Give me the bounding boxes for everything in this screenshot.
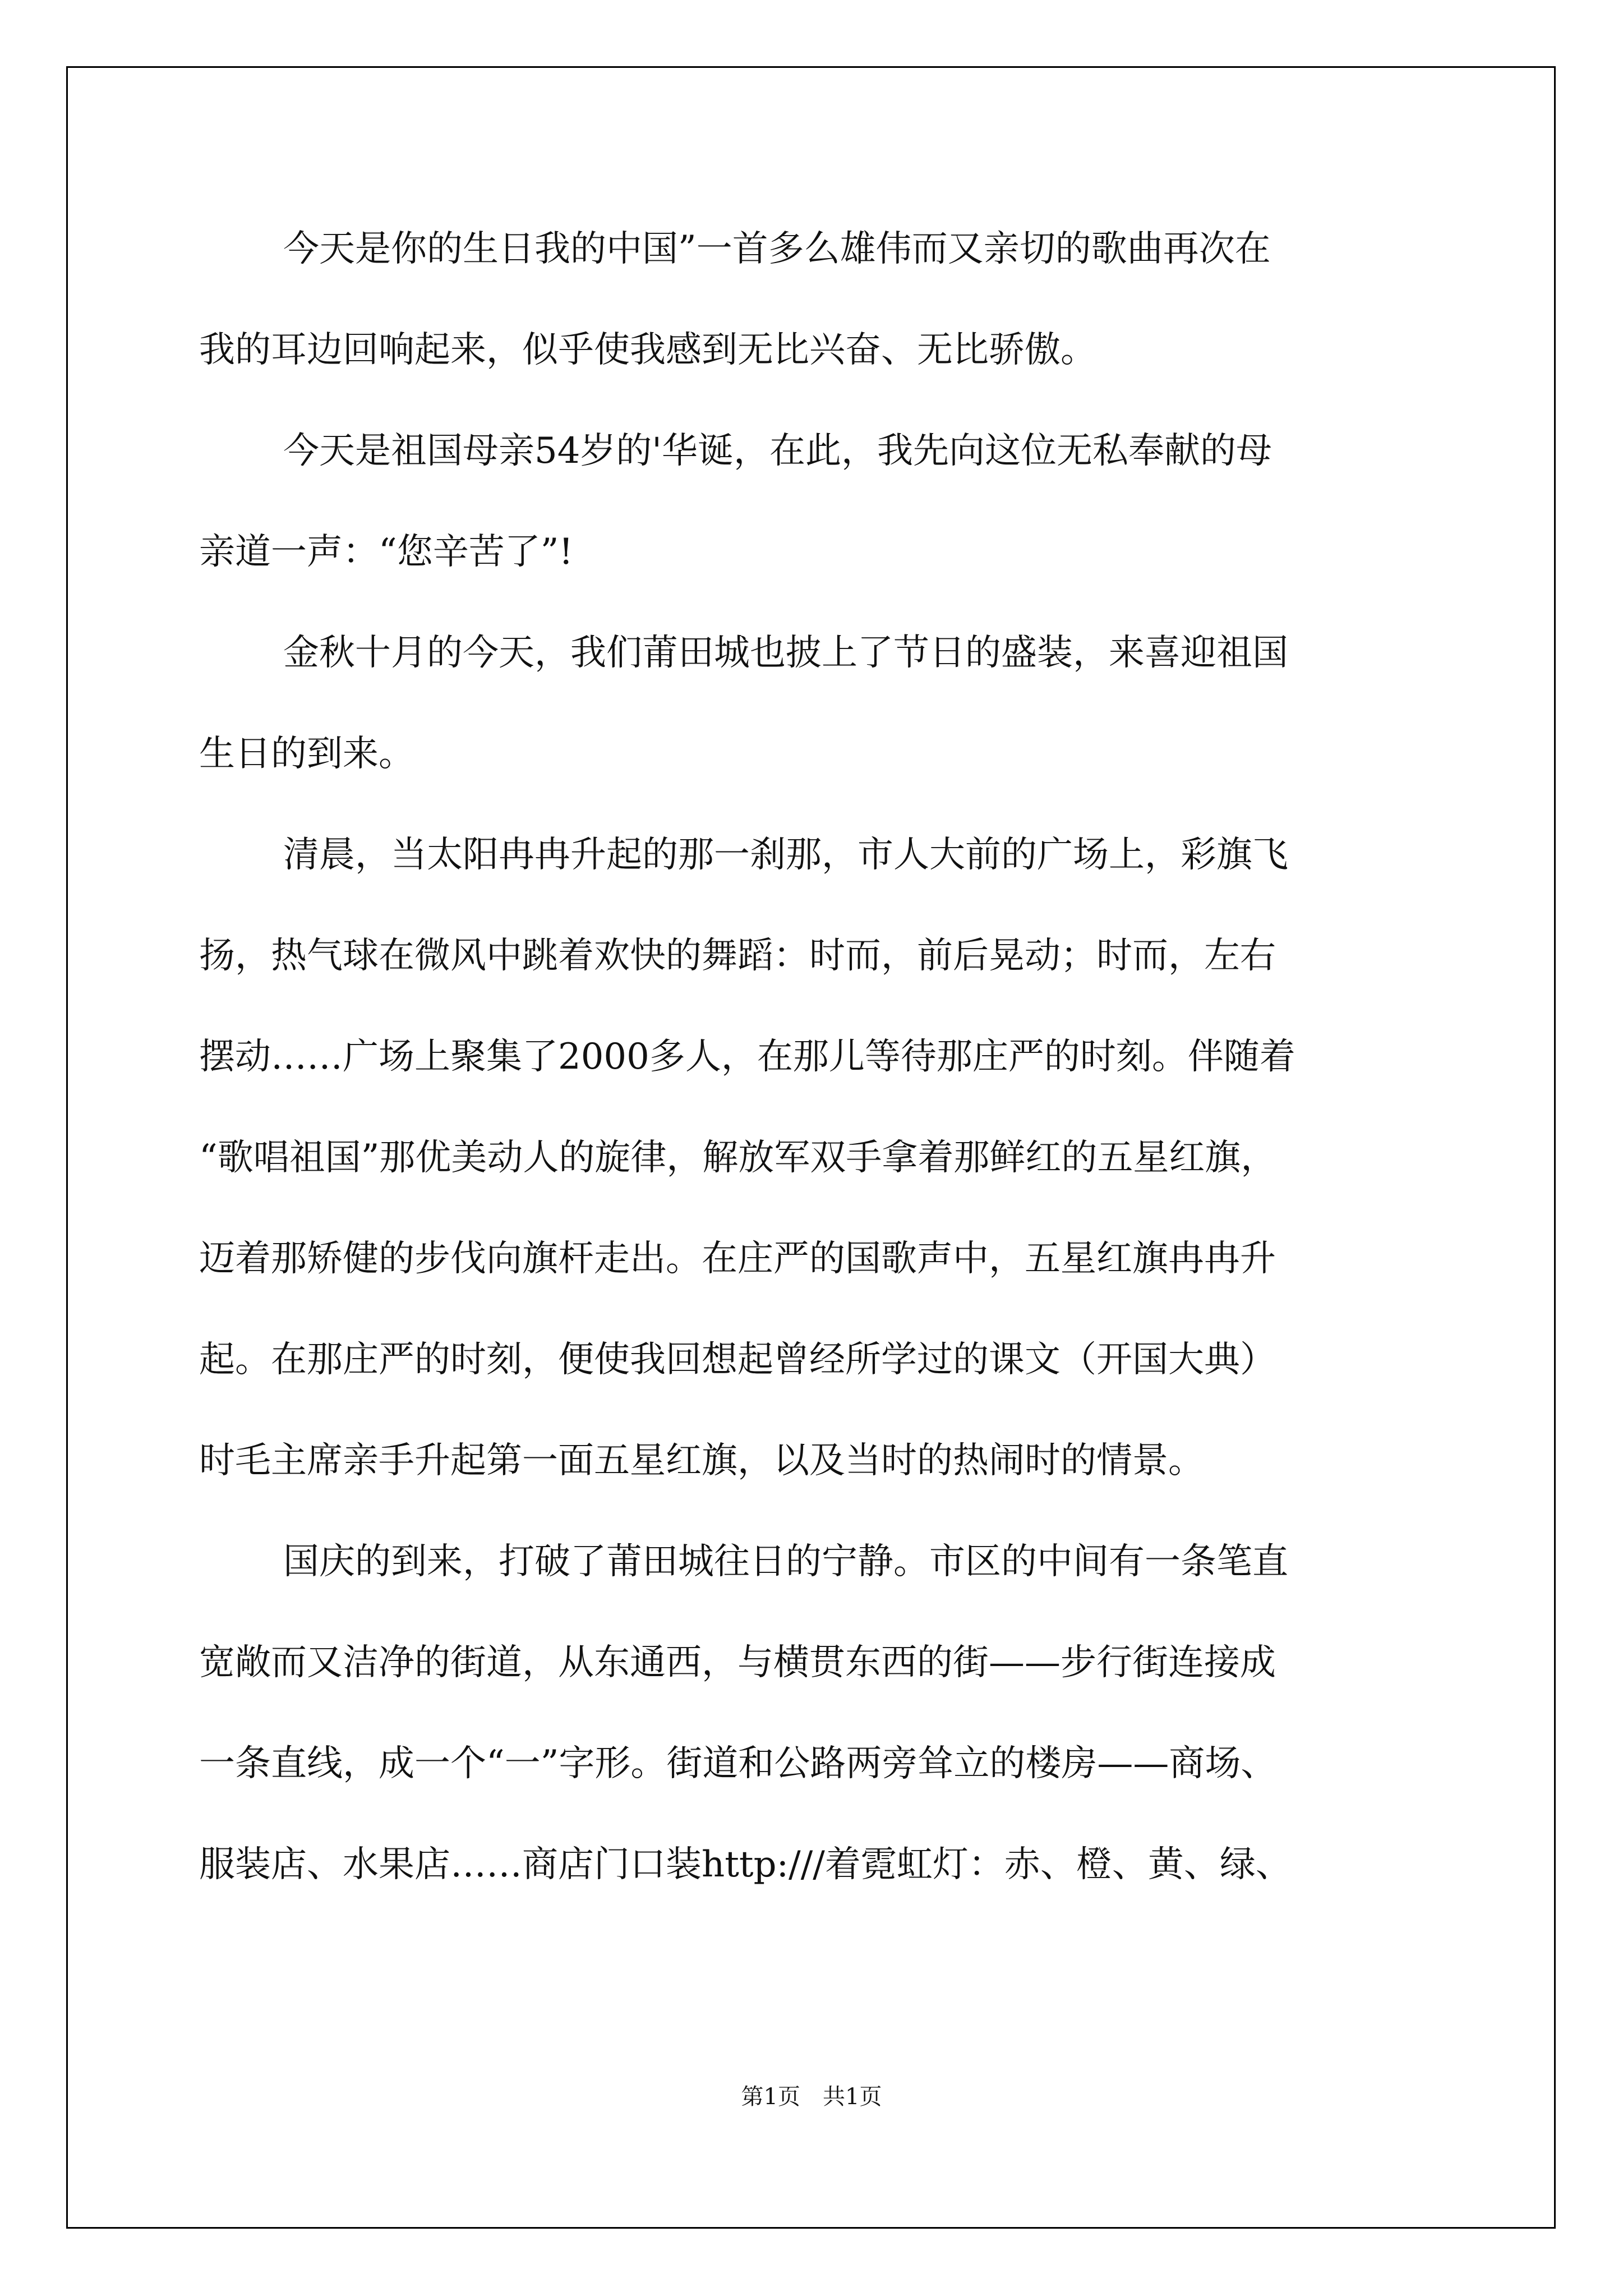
paragraph-4-line-7: 时毛主席亲手升起第一面五星红旗，以及当时的热闹时的情景。 bbox=[199, 1440, 1204, 1481]
paragraph-4-line-3: 摆动……广场上聚集了2000多人，在那儿等待那庄严的时刻。伴随着 bbox=[199, 1036, 1295, 1078]
paragraph-2-line-1: 今天是祖国母亲54岁的'华诞，在此，我先向这位无私奉献的母 bbox=[283, 430, 1272, 472]
paragraph-4-line-1: 清晨，当太阳冉冉升起的那一刹那，市人大前的广场上，彩旗飞 bbox=[283, 834, 1288, 876]
paragraph-4-line-4: “歌唱祖国”那优美动人的旋律，解放军双手拿着那鲜红的五星红旗， bbox=[199, 1137, 1277, 1179]
paragraph-4-line-5: 迈着那矫健的步伐向旗杆走出。在庄严的国歌声中，五星红旗冉冉升 bbox=[199, 1238, 1276, 1280]
page-footer: 第1页 共1页 bbox=[741, 2084, 882, 2110]
paragraph-5-line-1: 国庆的到来，打破了莆田城往日的宁静。市区的中间有一条笔直 bbox=[283, 1541, 1288, 1582]
paragraph-1-line-2: 我的耳边回响起来，似乎使我感到无比兴奋、无比骄傲。 bbox=[199, 329, 1096, 371]
paragraph-4-line-6: 起。在那庄严的时刻，便使我回想起曾经所学过的课文（开国大典） bbox=[199, 1339, 1276, 1381]
paragraph-4-line-2: 扬，热气球在微风中跳着欢快的舞蹈：时而，前后晃动；时而，左右 bbox=[199, 935, 1276, 977]
paragraph-2-line-2: 亲道一声：“您辛苦了”! bbox=[199, 531, 574, 573]
paragraph-3-line-1: 金秋十月的今天，我们莆田城也披上了节日的盛装，来喜迎祖国 bbox=[283, 632, 1288, 674]
paragraph-5-line-3: 一条直线，成一个“一”字形。街道和公路两旁耸立的楼房——商场、 bbox=[199, 1743, 1277, 1784]
paragraph-5-line-2: 宽敞而又洁净的街道，从东通西，与横贯东西的街——步行街连接成 bbox=[199, 1642, 1276, 1683]
paragraph-5-line-4: 服装店、水果店……商店门口装http:///着霓虹灯：赤、橙、黄、绿、 bbox=[199, 1844, 1292, 1885]
paragraph-3-line-2: 生日的到来。 bbox=[199, 733, 414, 775]
paragraph-1-line-1: 今天是你的生日我的中国”一首多么雄伟而又亲切的歌曲再次在 bbox=[283, 228, 1271, 270]
